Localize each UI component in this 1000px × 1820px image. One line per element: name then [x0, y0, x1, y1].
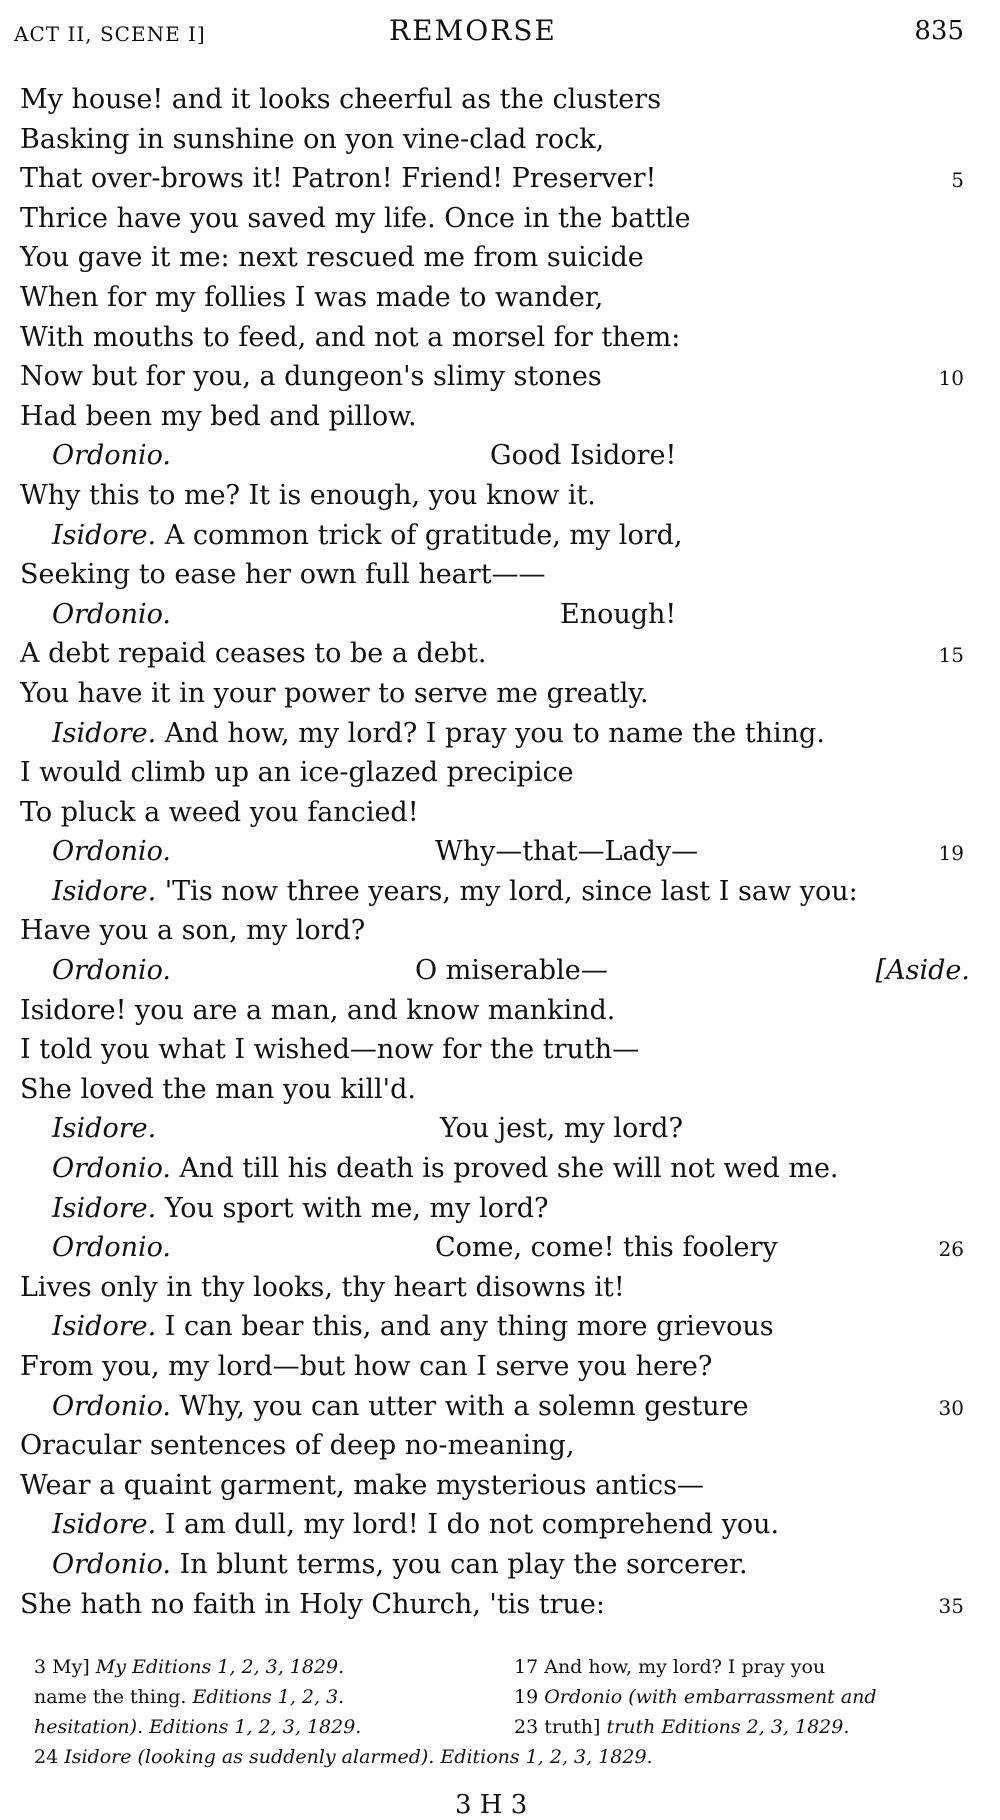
verse-line — [20, 555, 970, 595]
verse-line — [20, 1228, 970, 1268]
speaker-name: Isidore. — [52, 519, 157, 551]
verse-line — [20, 1149, 970, 1189]
footnote-line — [34, 1712, 964, 1742]
footnote-line — [34, 1682, 964, 1712]
speaker-name: Isidore. — [52, 1311, 157, 1343]
line-text: With mouths to feed, and not a morsel for them: — [20, 321, 681, 353]
verse-line — [20, 872, 970, 912]
speaker-name: Ordonio. — [52, 1548, 171, 1580]
line-text: I am dull, my lord! I do not comprehend you. — [156, 1509, 780, 1541]
verse-line — [20, 1347, 970, 1387]
verse-line — [20, 1545, 970, 1585]
line-text: Lives only in thy looks, thy heart disowns it! — [20, 1271, 625, 1303]
speaker-name: Isidore. — [52, 875, 157, 907]
verse-line — [20, 1030, 970, 1070]
line-text: Had been my bed and pillow. — [20, 400, 417, 432]
line-number: 30 — [938, 1395, 964, 1420]
line-text: You sport with me, my lord? — [156, 1192, 549, 1224]
verse-line — [20, 199, 970, 239]
verse-line — [20, 1109, 970, 1149]
speaker-name: Ordonio. — [52, 598, 171, 630]
verse-line — [20, 674, 970, 714]
line-text: She loved the man you kill'd. — [20, 1073, 416, 1105]
line-text: Enough! — [560, 598, 677, 630]
verse-line — [20, 911, 970, 951]
footnote-line — [34, 1652, 964, 1682]
verse-line — [20, 832, 970, 872]
footnote-line — [34, 1742, 964, 1772]
verse-line — [20, 1505, 970, 1545]
speaker-name: Isidore. — [52, 1113, 157, 1145]
verse-line — [20, 1585, 970, 1625]
verse-line — [20, 991, 970, 1031]
verse-text — [20, 80, 970, 1624]
line-number: 15 — [938, 643, 964, 668]
line-number: 10 — [938, 366, 964, 391]
line-text: To pluck a weed you fancied! — [20, 796, 419, 828]
footnote-ref: 3 My] — [34, 1656, 90, 1678]
line-text: Have you a son, my lord? — [20, 915, 366, 947]
line-text: Now but for you, a dungeon's slimy stones — [20, 361, 602, 393]
footnote-text: hesitation). Editions 1, 2, 3, 1829. — [34, 1716, 362, 1738]
play-title: REMORSE — [389, 14, 557, 47]
verse-line — [20, 80, 970, 120]
page-number: 835 — [914, 16, 964, 46]
line-number: 5 — [951, 168, 964, 193]
line-text: Come, come! this foolery — [435, 1232, 778, 1264]
line-text: My house! and it looks cheerful as the clusters — [20, 84, 662, 115]
verse-line — [20, 1387, 970, 1427]
verse-line — [20, 397, 970, 437]
speaker-name: Isidore. — [52, 717, 157, 749]
verse-line — [20, 714, 970, 754]
line-text: A common trick of gratitude, my lord, — [156, 519, 683, 551]
line-text: She hath no faith in Holy Church, 'tis true: — [20, 1588, 605, 1620]
line-text: Wear a quaint garment, make mysterious antics— — [20, 1469, 705, 1501]
verse-line — [20, 318, 970, 358]
line-text: Why this to me? It is enough, you know it. — [20, 479, 596, 511]
line-text: Thrice have you saved my life. Once in the battle — [20, 202, 691, 234]
verse-line — [20, 516, 970, 556]
speaker-name: Isidore. — [52, 1192, 157, 1224]
line-number: 19 — [938, 841, 964, 866]
footnote-text: Ordonio (with embarrassment and — [544, 1686, 877, 1708]
line-text: I told you what I wished—now for the truth— — [20, 1034, 640, 1066]
speaker-name: Ordonio. — [52, 836, 171, 868]
verse-line — [20, 634, 970, 674]
line-text: I would climb up an ice-glazed precipice — [20, 757, 574, 789]
verse-line — [20, 951, 970, 991]
verse-line — [20, 357, 970, 397]
footnote-text: My Editions 1, 2, 3, 1829. — [89, 1656, 345, 1678]
speaker-name: Ordonio. — [52, 440, 171, 472]
signature-mark: 3 H 3 — [455, 1790, 528, 1820]
line-text: You gave it me: next rescued me from suicide — [20, 242, 644, 274]
verse-line — [20, 793, 970, 833]
verse-line — [20, 436, 970, 476]
verse-line — [20, 476, 970, 516]
verse-line — [20, 1268, 970, 1308]
running-header — [14, 12, 964, 52]
footnote-ref: 17 And how, my lord? I pray you — [514, 1656, 826, 1678]
line-text: When for my follies I was made to wander, — [20, 281, 604, 313]
line-text: That over-brows it! Patron! Friend! Preserver! — [20, 163, 657, 195]
verse-line — [20, 753, 970, 793]
stage-direction: [Aside. — [875, 955, 970, 987]
line-text: 'Tis now three years, my lord, since last I saw you: — [156, 875, 858, 907]
line-text: From you, my lord—but how can I serve you here? — [20, 1351, 713, 1382]
line-text: Basking in sunshine on yon vine-clad rock, — [20, 123, 605, 155]
line-text: You have it in your power to serve me greatly. — [20, 677, 649, 709]
footnote-text: Editions 1, 2, 3. — [186, 1686, 345, 1708]
line-text: Oracular sentences of deep no-meaning, — [20, 1430, 575, 1462]
line-text: And till his death is proved she will not wed me. — [170, 1153, 839, 1185]
line-text: In blunt terms, you can play the sorcerer. — [170, 1548, 748, 1580]
line-text: A debt repaid ceases to be a debt. — [20, 638, 487, 670]
line-text: Isidore! you are a man, and know mankind. — [20, 994, 616, 1026]
footnote-text: Isidore (looking as suddenly alarmed). Editions 1, 2, 3, 1829. — [64, 1746, 653, 1768]
verse-line — [20, 1307, 970, 1347]
verse-line — [20, 1070, 970, 1110]
act-scene-label: ACT II, SCENE I] — [14, 22, 206, 46]
footnote-ref: 19 — [514, 1686, 545, 1708]
footnote-ref: 23 truth] — [514, 1716, 601, 1738]
line-text: And how, my lord? I pray you to name the thing. — [156, 717, 825, 749]
speaker-name: Ordonio. — [52, 1390, 171, 1422]
footnote-text: truth Editions 2, 3, 1829. — [600, 1716, 850, 1738]
line-number: 35 — [938, 1593, 964, 1618]
verse-line — [20, 238, 970, 278]
verse-line — [20, 1426, 970, 1466]
speaker-name: Ordonio. — [52, 1232, 171, 1264]
line-text: You jest, my lord? — [440, 1113, 683, 1145]
line-text: Seeking to ease her own full heart—— — [20, 559, 546, 591]
line-text: Why—that—Lady— — [435, 836, 699, 868]
verse-line — [20, 278, 970, 318]
line-text: O miserable— — [415, 955, 608, 987]
line-number: 26 — [938, 1237, 964, 1262]
footnotes — [34, 1652, 964, 1772]
footnote-ref: 24 — [34, 1746, 65, 1768]
speaker-name: Ordonio. — [52, 955, 171, 987]
speaker-name: Isidore. — [52, 1509, 157, 1541]
line-text: Good Isidore! — [490, 440, 677, 472]
verse-line — [20, 1466, 970, 1506]
line-text: I can bear this, and any thing more grievous — [156, 1311, 774, 1343]
speaker-name: Ordonio. — [52, 1153, 171, 1185]
verse-line — [20, 159, 970, 199]
verse-line — [20, 120, 970, 160]
footnote-text: name the thing. — [34, 1686, 187, 1708]
line-text: Why, you can utter with a solemn gesture — [170, 1390, 749, 1422]
verse-line — [20, 1189, 970, 1229]
verse-line — [20, 595, 970, 635]
